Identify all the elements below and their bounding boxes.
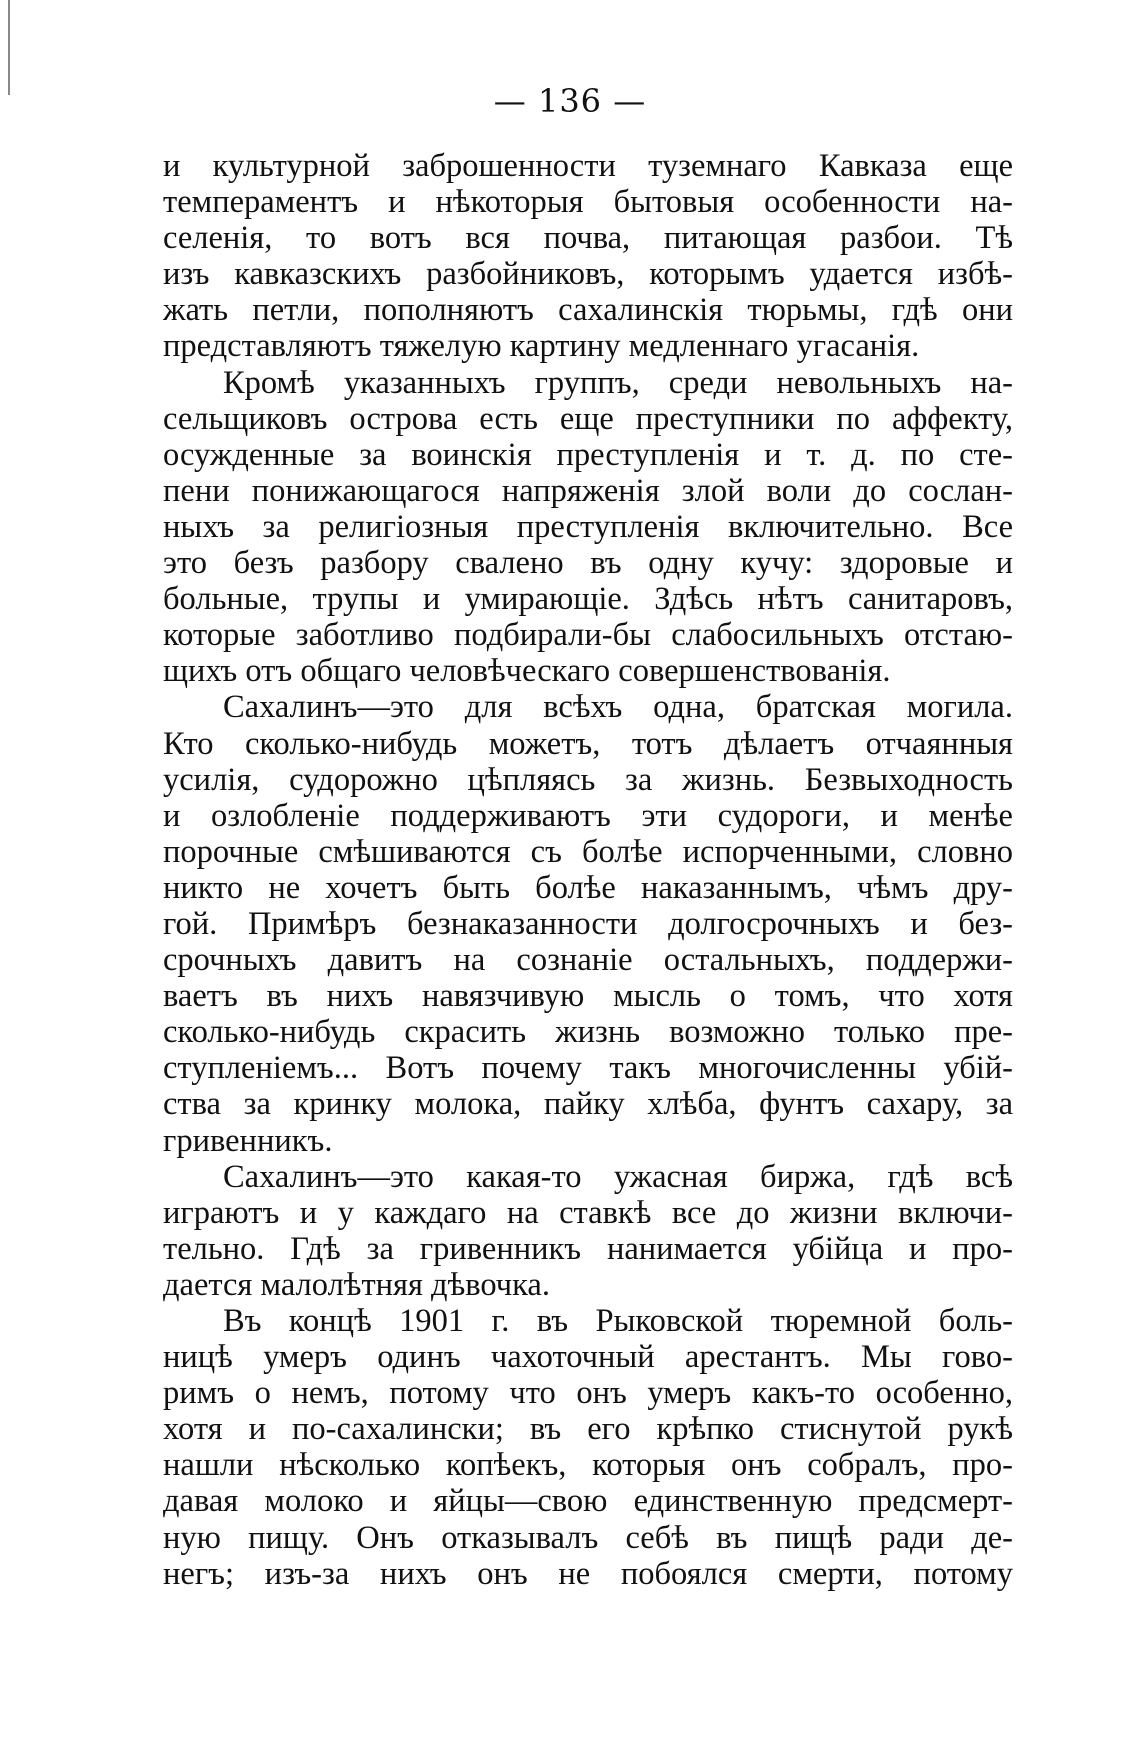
text-line: это безъ разбору свалено въ одну кучу: здоровые и [163, 545, 1013, 582]
text-line: селенія, то вотъ вся почва, питающая разбои. Тѣ [163, 220, 1013, 257]
text-line: гой. Примѣръ безнаказанности долгосрочныхъ и без- [163, 905, 1013, 942]
text-line: негъ; изъ-за нихъ онъ не побоялся смерти, потому [163, 1555, 1013, 1592]
text-line: сколько-нибудь скрасить жизнь возможно только пре- [163, 1014, 1013, 1051]
text-line: давая молоко и яйцы—свою единственную предсмерт- [163, 1483, 1013, 1520]
text-line: сельщиковъ острова есть еще преступники по аффекту, [163, 400, 1013, 437]
text-line: дается малолѣтняя дѣвочка. [163, 1266, 550, 1303]
text-line: гривенникъ. [163, 1122, 333, 1159]
text-line: пени понижающагося напряженія злой воли до сослан- [163, 472, 1013, 509]
text-line: изъ кавказскихъ разбойниковъ, которымъ удается избѣ- [163, 256, 1013, 293]
text-line: ступленіемъ... Вотъ почему такъ многочисленны убій- [163, 1050, 1013, 1087]
text-line: никто не хочетъ быть болѣе наказаннымъ, чѣмъ дру- [163, 869, 1013, 906]
text-line: представляютъ тяжелую картину медленнаго угасанія. [163, 328, 920, 365]
text-line: темпераментъ и нѣкоторыя бытовыя особенности на- [163, 184, 1013, 221]
paragraph-start: Въ концѣ 1901 г. въ Рыковской тюремной боль- [223, 1303, 1013, 1339]
page-edge-mark [8, 0, 10, 95]
text-line: ницѣ умеръ одинъ чахоточный арестантъ. Мы гово- [163, 1339, 1013, 1376]
text-line: больные, трупы и умирающіе. Здѣсь нѣтъ санитаровъ, [163, 581, 1013, 618]
text-line: римъ о немъ, потому что онъ умеръ какъ-то особенно, [163, 1375, 1013, 1412]
text-line: и озлобленіе поддерживаютъ эти судороги, и менѣе [163, 797, 1013, 834]
text-line: усилія, судорожно цѣпляясь за жизнь. Безвыходность [163, 761, 1013, 798]
text-line: осужденные за воинскія преступленія и т. д. по сте- [163, 436, 1013, 473]
text-line: тельно. Гдѣ за гривенникъ нанимается убійца и про- [163, 1230, 1013, 1267]
paragraph-start: Сахалинъ—это для всѣхъ одна, братская могила. [223, 689, 1013, 726]
text-line: ства за кринку молока, пайку хлѣба, фунтъ сахару, за [163, 1086, 1013, 1123]
text-line: и культурной заброшенности туземнаго Кавказа еще [163, 148, 1013, 184]
text-line: играютъ и у каждаго на ставкѣ все до жизни включи- [163, 1194, 1013, 1231]
paragraph-start: Кромѣ указанныхъ группъ, среди невольныхъ на- [223, 364, 1013, 401]
text-line: ваетъ въ нихъ навязчивую мысль о томъ, что хотя [163, 978, 1013, 1015]
text-line: ныхъ за религіозныя преступленія включительно. Все [163, 508, 1013, 545]
text-line: срочныхъ давитъ на сознаніе остальныхъ, поддержи- [163, 942, 1013, 979]
text-line: хотя и по-сахалински; въ его крѣпко стиснутой рукѣ [163, 1411, 1013, 1448]
text-line: которые заботливо подбирали-бы слабосильныхъ отстаю- [163, 617, 1013, 654]
text-line: щихъ отъ общаго человѣческаго совершенствованія. [163, 653, 891, 690]
text-line: жать петли, пополняютъ сахалинскія тюрьмы, гдѣ они [163, 292, 1013, 329]
text-line: порочные смѣшиваются съ болѣе испорченными, словно [163, 833, 1013, 870]
text-line: ную пищу. Онъ отказывалъ себѣ въ пищѣ ради де- [163, 1519, 1013, 1556]
paragraph-start: Сахалинъ—это какая-то ужасная биржа, гдѣ всѣ [223, 1158, 1013, 1195]
text-line: нашли нѣсколько копѣекъ, которыя онъ собралъ, про- [163, 1447, 1013, 1484]
body-text [163, 148, 1013, 1592]
text-line: Кто сколько-нибудь можетъ, тотъ дѣлаетъ отчаянныя [163, 725, 1013, 762]
page-number: — 136 — [493, 82, 647, 120]
